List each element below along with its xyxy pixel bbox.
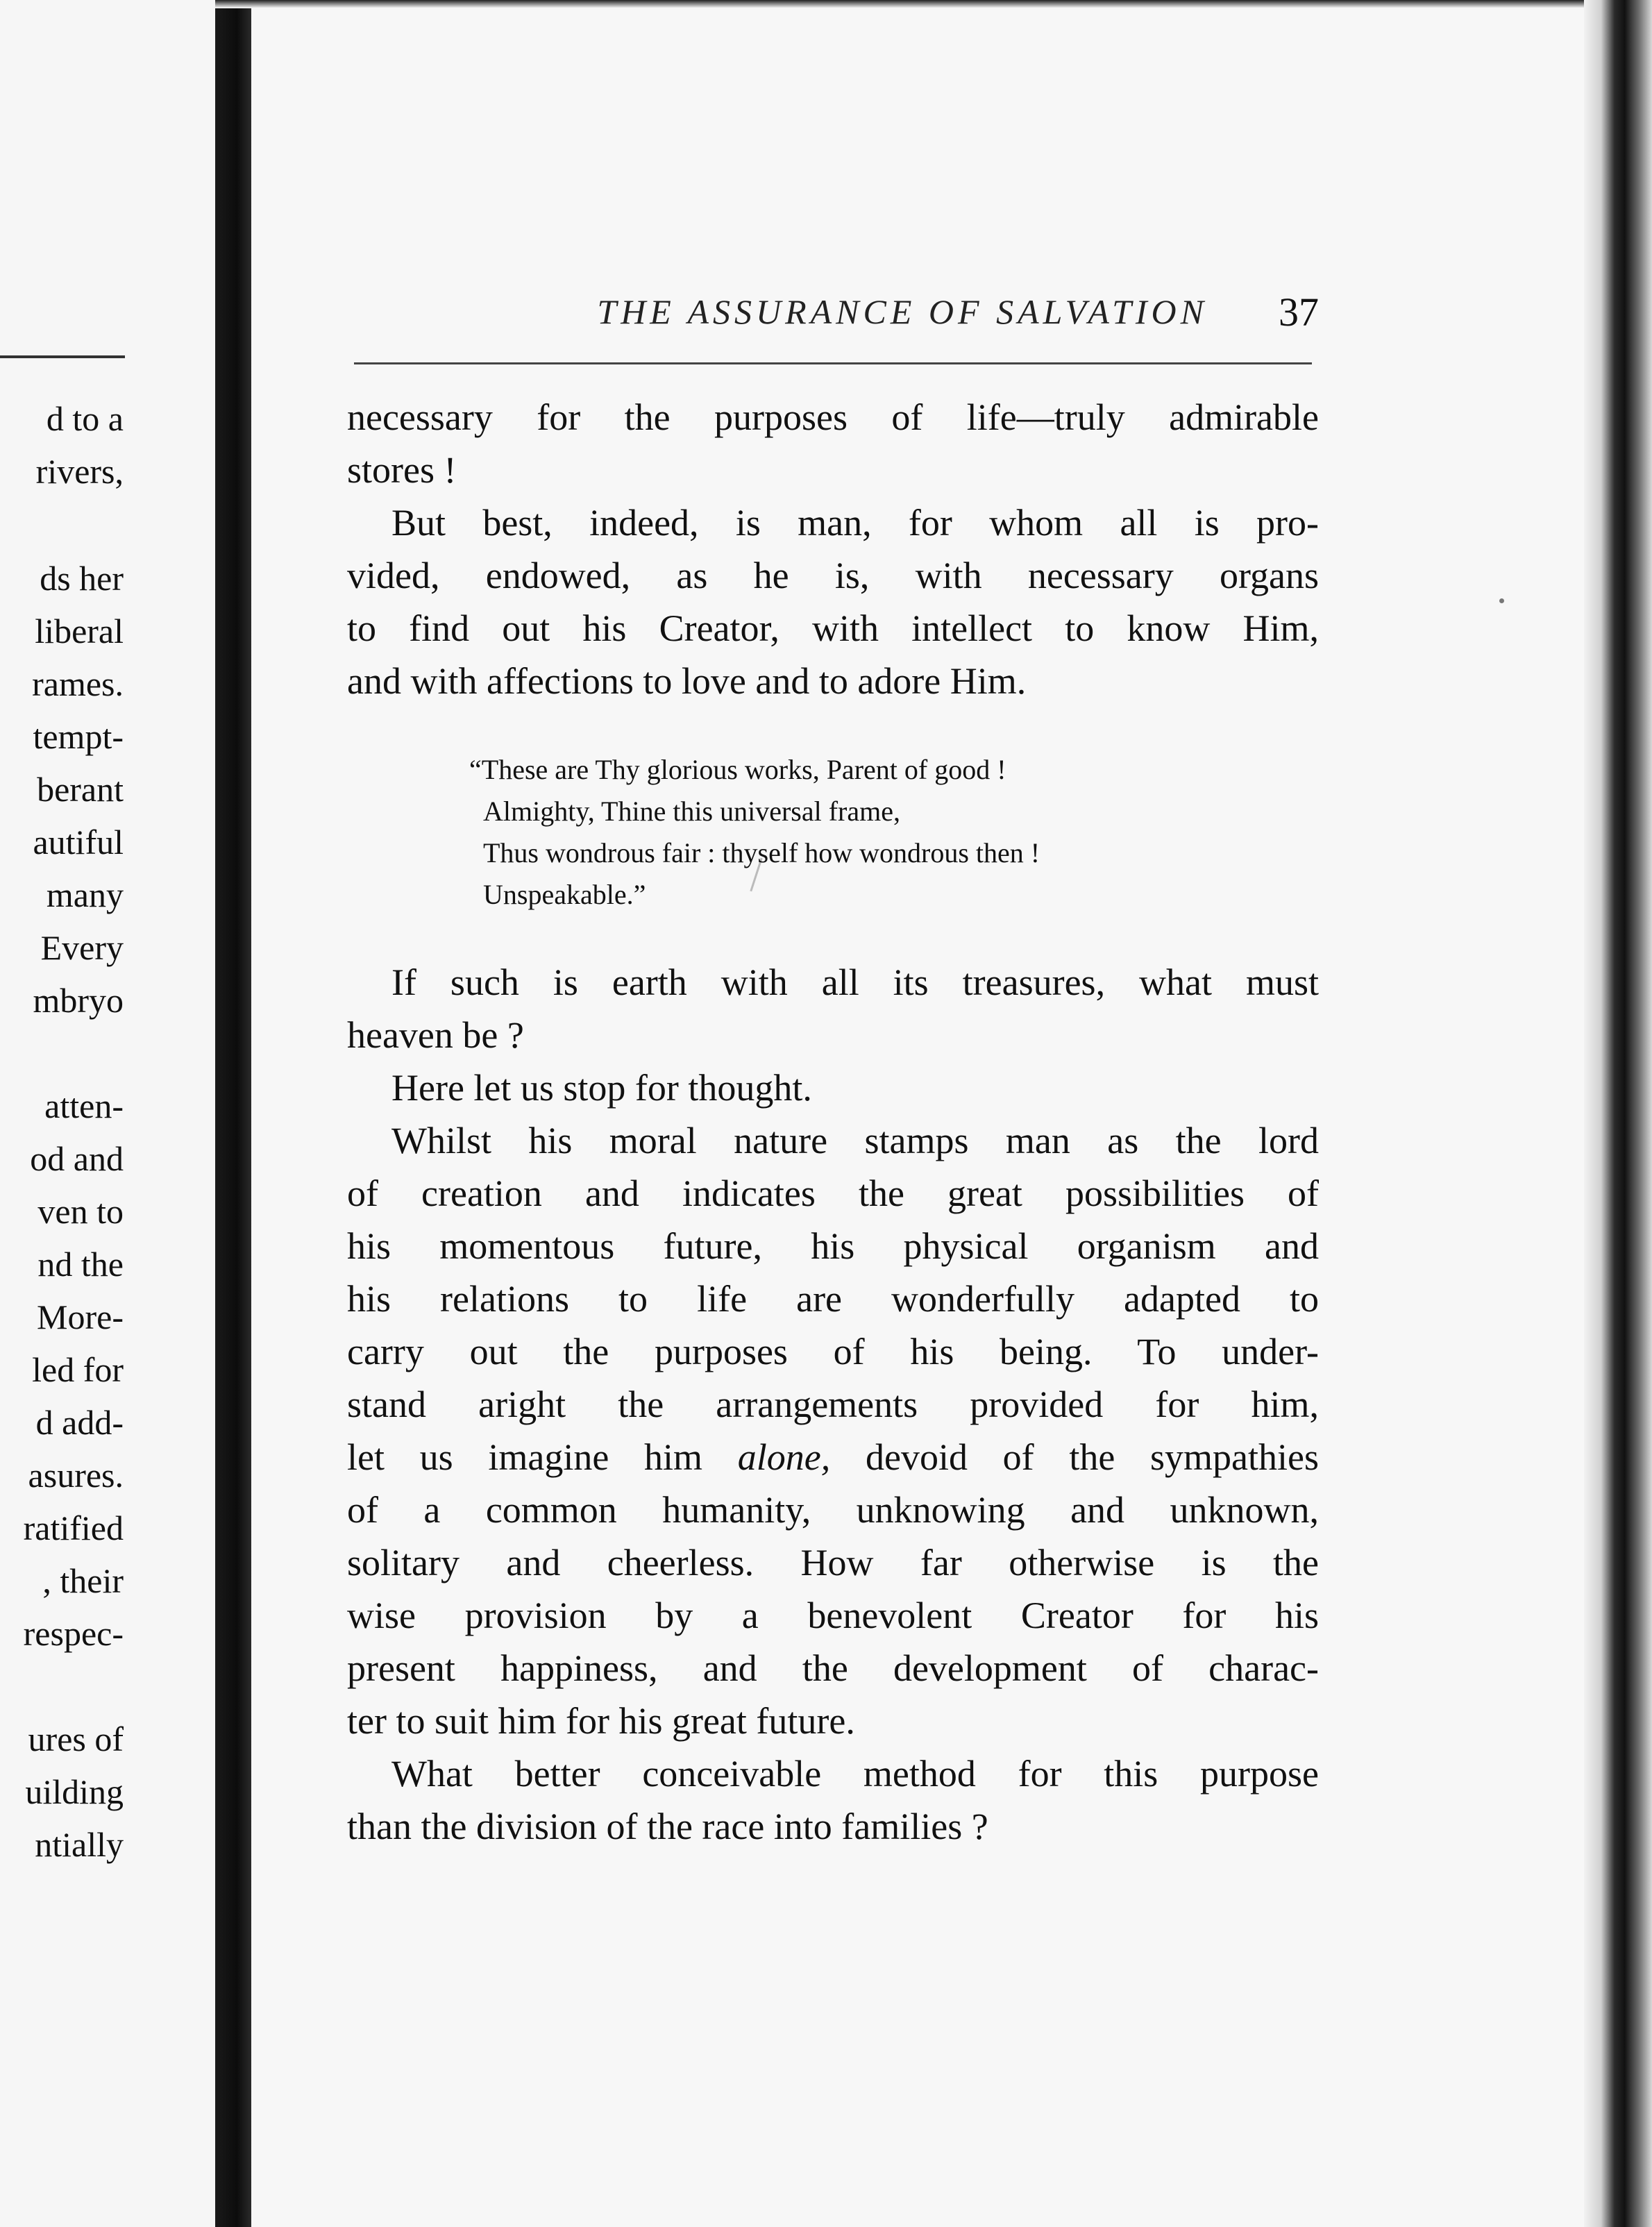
verse-line: Almighty, Thine this universal frame, — [483, 796, 900, 827]
text-line: to find out his Creator, with intellect to know Him, — [347, 607, 1319, 649]
text-line: necessary for the purposes of life—truly admirable — [347, 396, 1319, 438]
text-line: vided, endowed, as he is, with necessary organs — [347, 555, 1319, 596]
left-page-rule — [0, 355, 125, 358]
text-line: his momentous future, his physical organism and — [347, 1225, 1319, 1267]
verse-line: Thus wondrous fair : thyself how wondrous then ! — [483, 837, 1040, 868]
left-page-fragment: Every — [40, 928, 124, 967]
left-page-fragment: liberal — [35, 612, 124, 650]
left-page-fragment: respec- — [23, 1614, 124, 1653]
left-page-fragment: atten- — [44, 1086, 124, 1125]
text-line: wise provision by a benevolent Creator for his — [347, 1595, 1319, 1636]
text-line: Here let us stop for thought. — [391, 1067, 812, 1109]
text-line: and with affections to love and to adore Him. — [347, 660, 1027, 702]
text-line: than the division of the race into families ? — [347, 1806, 988, 1847]
book-gutter-shadow — [215, 0, 251, 2227]
paragraph — [347, 1747, 1319, 1853]
text-line: heaven be ? — [347, 1014, 524, 1056]
left-page-fragment: mbryo — [33, 981, 124, 1020]
left-page-fragment: ntially — [35, 1825, 124, 1864]
paragraph — [347, 496, 1319, 707]
text-line: ter to suit him for his great future. — [347, 1700, 855, 1742]
text-line: stores ! — [347, 449, 457, 491]
left-page-fragment: asures. — [28, 1456, 124, 1495]
left-page-fragment: , their — [42, 1561, 124, 1600]
text-line: But best, indeed, is man, for whom all is pro- — [391, 502, 1319, 544]
paragraph — [347, 391, 1319, 496]
text-line: Whilst his moral nature stamps man as the lord — [391, 1120, 1319, 1161]
left-page-fragment: nd the — [37, 1245, 124, 1284]
text-span: let us imagine him — [347, 1436, 738, 1478]
left-page-fragment: ds her — [40, 559, 124, 598]
text-line: of creation and indicates the great possibilities of — [347, 1173, 1319, 1214]
left-page-fragment: tempt- — [33, 717, 124, 756]
text-line: of a common humanity, unknowing and unknown, — [347, 1489, 1319, 1531]
page-top-shadow — [215, 0, 1652, 8]
left-page-fragment: rivers, — [35, 452, 124, 491]
left-page-fragment: autiful — [33, 823, 124, 862]
left-page-fragment: od and — [30, 1139, 124, 1178]
left-page-fragment: d add- — [35, 1403, 124, 1442]
verse-quotation — [347, 749, 1319, 916]
left-page-fragment: many — [46, 875, 124, 914]
text-line — [347, 1431, 1319, 1484]
body-text — [347, 391, 1319, 1853]
running-head — [347, 289, 1319, 340]
left-page-fragment: ven to — [37, 1192, 124, 1231]
verse-line: “These are Thy glorious works, Parent of good ! — [469, 754, 1006, 785]
text-span: devoid of the sympathies — [830, 1436, 1319, 1478]
text-line: his relations to life are wonderfully adapted to — [347, 1278, 1319, 1320]
paragraph — [347, 956, 1319, 1061]
left-page-fragment: berant — [37, 770, 124, 809]
left-page-fragment: More- — [37, 1297, 124, 1336]
text-line: solitary and cheerless. How far otherwise is the — [347, 1542, 1319, 1583]
page-speck — [1499, 598, 1504, 603]
paragraph — [347, 1061, 1319, 1114]
text-line: What better conceivable method for this purpose — [391, 1753, 1319, 1795]
text-line: stand aright the arrangements provided for him, — [347, 1384, 1319, 1425]
left-page-fragment: uilding — [25, 1772, 124, 1811]
running-head-title: THE ASSURANCE OF SALVATION — [597, 292, 1208, 331]
page-number: 37 — [1279, 289, 1319, 335]
text-line: present happiness, and the development of charac- — [347, 1647, 1319, 1689]
text-line: If such is earth with all its treasures, what must — [391, 961, 1319, 1003]
running-head-rule — [354, 362, 1312, 364]
left-facing-page — [0, 0, 215, 2227]
left-page-fragment: rames. — [32, 664, 124, 703]
page-right-edge — [1584, 0, 1652, 2227]
italic-word: alone, — [737, 1436, 831, 1478]
left-page-fragment: d to a — [46, 399, 124, 438]
left-page-fragment: ratified — [23, 1509, 124, 1547]
left-page-fragment: led for — [32, 1350, 124, 1389]
text-line: carry out the purposes of his being. To under- — [347, 1331, 1319, 1372]
left-page-fragment: ures of — [28, 1720, 124, 1758]
paragraph — [347, 1114, 1319, 1747]
verse-line: Unspeakable.” — [483, 879, 646, 910]
